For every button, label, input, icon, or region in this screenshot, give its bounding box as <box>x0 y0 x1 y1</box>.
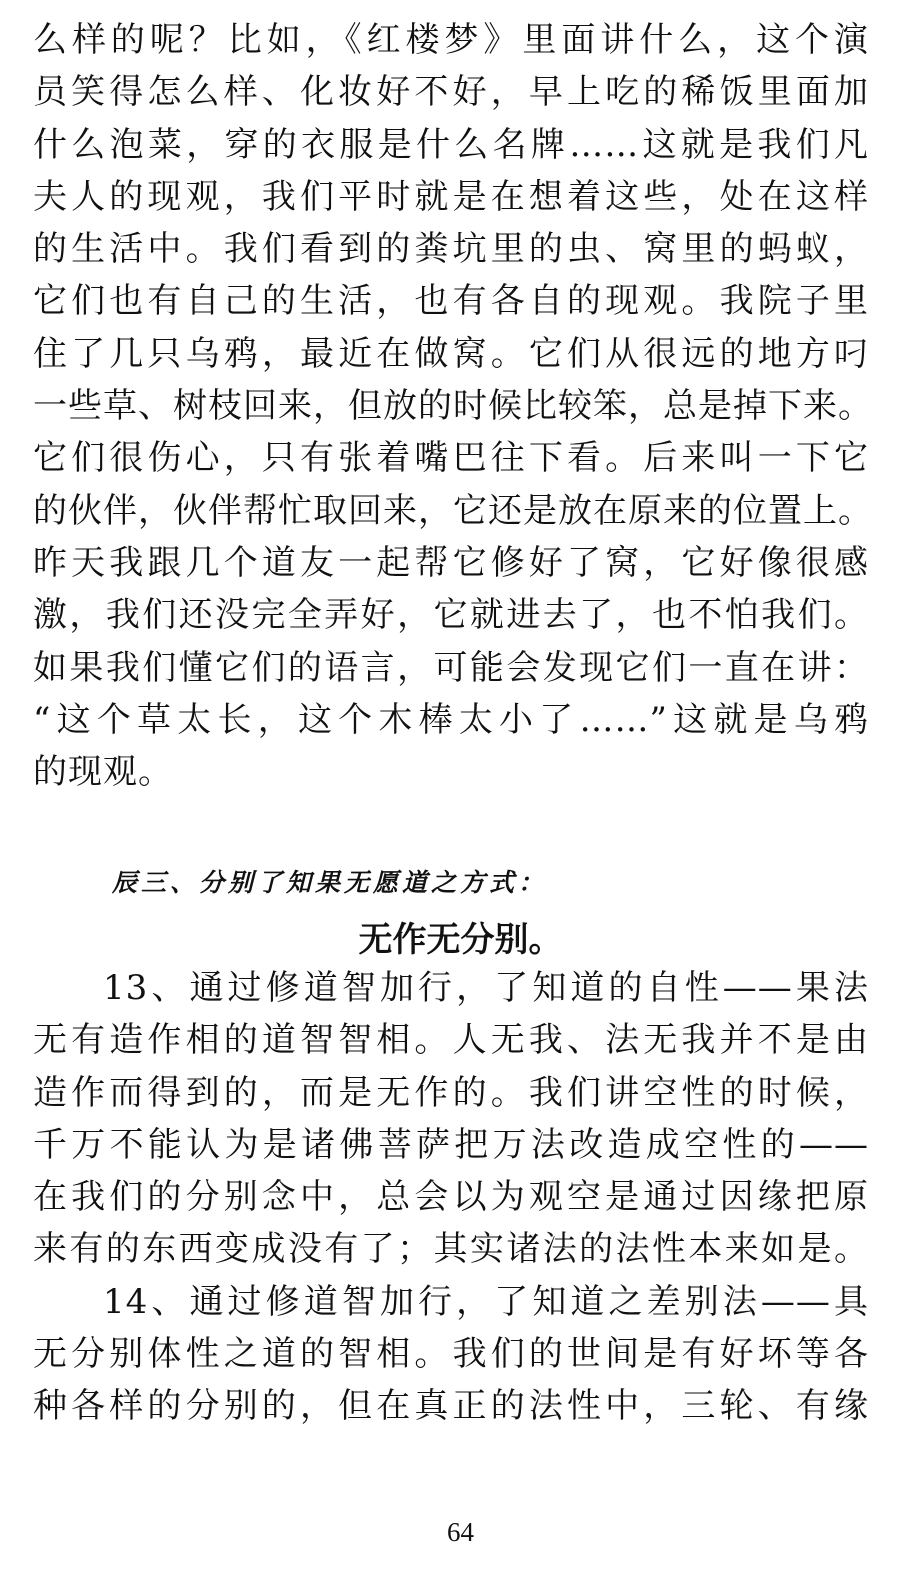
text-line: 昨天我跟几个道友一起帮它修好了窝，它好像很感 <box>33 542 869 583</box>
text-line: 如果我们懂它们的语言，可能会发现它们一直在讲： <box>33 647 869 688</box>
text-line: 住了几只乌鸦，最近在做窝。它们从很远的地方叼 <box>33 333 869 374</box>
text-line: 的生活中。我们看到的粪坑里的虫、窝里的蚂蚁， <box>33 229 869 270</box>
paragraph-crows <box>33 14 873 798</box>
text-line: 无分别体性之道的智相。我们的世间是有好坏等各 <box>33 1334 869 1375</box>
text-line: 夫人的现观，我们平时就是在想着这些，处在这样 <box>33 176 869 217</box>
text-line: 造作而得到的，而是无作的。我们讲空性的时候， <box>33 1072 869 1113</box>
text-line: 13、通过修道智加行，了知道的自性——果法 <box>103 968 869 1008</box>
text-line: 一些草、树枝回来，但放的时候比较笨，总是掉下来。 <box>33 386 873 427</box>
text-line: 它们也有自己的生活，也有各自的现观。我院子里 <box>33 281 869 322</box>
text-line: 来有的东西变成没有了；其实诸法的法性本来如是。 <box>33 1229 869 1270</box>
text-line: 的伙伴，伙伴帮忙取回来，它还是放在原来的位置上。 <box>33 490 873 531</box>
text-line: 么样的呢？比如，《红楼梦》里面讲什么，这个演 <box>33 20 869 60</box>
section-subtitle: 无作无分别。 <box>358 920 563 960</box>
text-line: 的现观。 <box>33 752 173 793</box>
text-line: 它们很伤心，只有张着嘴巴往下看。后来叫一下它 <box>33 438 869 479</box>
text-line: 千万不能认为是诸佛菩萨把万法改造成空性的—— <box>33 1124 869 1165</box>
page-number: 64 <box>447 1517 474 1547</box>
text-line: 14、通过修道智加行，了知道之差别法——具 <box>103 1281 869 1322</box>
text-line: 激，我们还没完全弄好，它就进去了，也不怕我们。 <box>33 595 869 636</box>
paragraphs-verses <box>33 962 869 1433</box>
text-line: 种各样的分别的，但在真正的法性中，三轮、有缘 <box>33 1386 869 1427</box>
section-heading: 辰三、分别了知果无愿道之方式： <box>112 868 548 897</box>
text-line: 什么泡菜，穿的衣服是什么名牌……这就是我们凡 <box>33 124 869 165</box>
text-line: 员笑得怎么样、化妆好不好，早上吃的稀饭里面加 <box>33 72 869 113</box>
text-line: “这个草太长，这个木棒太小了……”这就是乌鸦 <box>33 699 869 740</box>
text-line: 无有造作相的道智智相。人无我、法无我并不是由 <box>33 1020 869 1061</box>
text-line: 在我们的分别念中，总会以为观空是通过因缘把原 <box>33 1177 869 1218</box>
